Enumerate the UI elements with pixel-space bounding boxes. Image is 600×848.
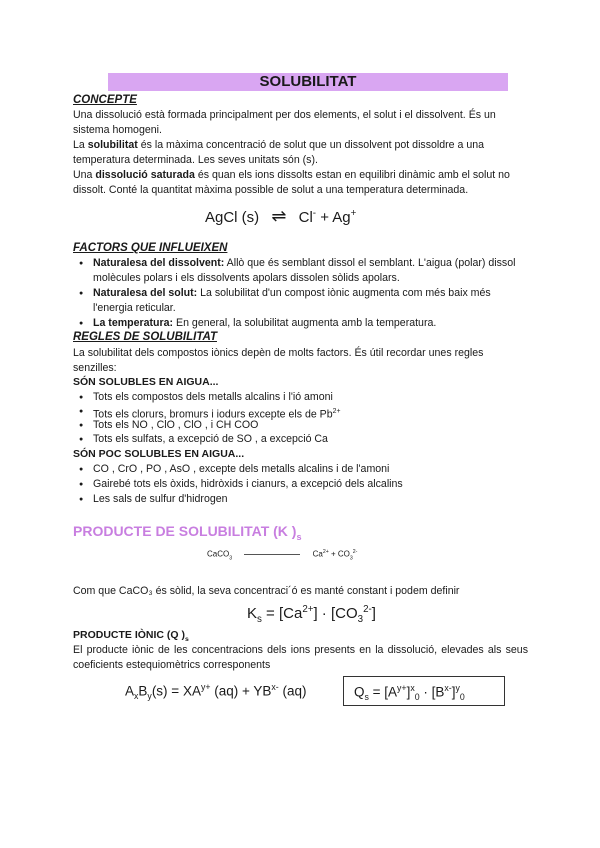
qs-formula-box	[343, 676, 505, 706]
eq-cl: Cl	[298, 209, 313, 226]
sub: s	[364, 692, 369, 703]
factor-item	[93, 256, 523, 286]
equilibrium-arrow-icon: ⇌	[271, 206, 287, 226]
text: ]	[406, 684, 411, 700]
charge: 2+	[332, 408, 341, 415]
text: ]	[371, 605, 376, 622]
factor-text: En general, la solubilitat augmenta amb la temperatura.	[173, 317, 437, 329]
sup: 2+	[322, 549, 329, 555]
text: · [B	[419, 684, 445, 700]
text: ]	[451, 684, 456, 700]
sub: 3	[229, 555, 233, 562]
ionic-text: El producte iònic de les concentracions dels ions presents en la dissolució, elevades als seus coeficients estequiomètrics corresponents	[73, 644, 528, 671]
text: = [Ca	[261, 605, 303, 622]
regles-heading: REGLES DE SOLUBILITAT	[73, 331, 217, 343]
sup: x-	[444, 683, 452, 693]
reaction-arrow-icon	[244, 554, 300, 555]
sup: x-	[271, 682, 279, 692]
eq-ag-charge: +	[350, 208, 357, 219]
text: A	[125, 683, 135, 699]
sub: 3	[357, 614, 364, 625]
ionic-heading	[73, 629, 189, 643]
soluble-item: ● Tots els compostos dels metalls alcalins i l'ió amoni	[93, 390, 523, 405]
concepte-paragraph-2	[73, 138, 528, 168]
solubles-heading: SÓN SOLUBLES EN AIGUA...	[73, 376, 219, 388]
sub: 0	[414, 692, 420, 703]
text: Q	[354, 684, 365, 700]
sup: y+	[200, 682, 211, 692]
poc-soluble-item: ● Gairebé tots els òxids, hidròxids i cianurs, a excepció dels alcalins	[93, 477, 523, 492]
text: és la màxima concentració de solut que un dissolvent pot dissoldre a una temperatura determinada. Les seves unitats són (s).	[73, 139, 485, 166]
reaction-right: Ca	[312, 549, 323, 559]
factor-item	[93, 286, 523, 316]
sup: x	[410, 683, 415, 693]
text: B	[138, 683, 148, 699]
caco3-reaction	[207, 549, 357, 561]
sub: y	[147, 691, 152, 702]
text: PRODUCTE DE SOLUBILITAT (K )	[73, 523, 297, 539]
sup: 2-	[352, 549, 358, 555]
bold-term: solubilitat	[87, 139, 138, 151]
sup: 2-	[363, 604, 372, 615]
factor-item	[93, 316, 523, 331]
poc-soluble-item: ● Les sals de sulfur d'hidrogen	[93, 492, 523, 507]
sub: s	[296, 531, 302, 542]
sup: y+	[397, 683, 407, 693]
factor-text: Allò que és semblant dissol el semblant. L'aigua (polar) dissol molècules polars i els dissolvents apolars dissolen sòlids apolars.	[93, 257, 516, 284]
factor-text: La solubilitat d'un compost iònic augmenta com més baix més l'energia reticular.	[93, 287, 491, 314]
qs-formula	[354, 683, 465, 702]
eq-left: AgCl (s)	[205, 209, 260, 226]
text: ] · [CO	[313, 605, 358, 622]
agcl-equation	[205, 206, 356, 227]
producte-text: Com que CaCO₃ és sòlid, la seva concentraci´ó es manté constant i podem definir	[73, 585, 460, 597]
text: Tots els clorurs, bromurs i iodurs excepte els de Pb	[93, 408, 333, 421]
poc-soluble-item: ● CO , CrO , PO , AsO , excepte dels metalls alcalins i de l'amoni	[93, 462, 523, 477]
concepte-paragraph-1: Una dissolució està formada principalment per dos elements, el solut i el dissolvent. És un sistema homogeni.	[73, 109, 496, 136]
sub: s	[257, 614, 262, 625]
factor-label: Naturalesa del dissolvent:	[93, 257, 225, 269]
text: + CO	[328, 549, 350, 559]
eq-cl-charge: -	[312, 208, 317, 219]
ks-heading	[73, 523, 302, 542]
eq-ag: + Ag	[316, 209, 351, 226]
text: (s) = XA	[151, 683, 201, 699]
sup: y	[455, 683, 460, 693]
ks-equation	[247, 604, 376, 625]
bold-term: dissolució saturada	[95, 169, 195, 181]
factors-heading: FACTORS QUE INFLUEIXEN	[73, 242, 228, 254]
sub: x	[134, 691, 139, 702]
text: = [A	[368, 684, 398, 700]
sub: 0	[459, 692, 465, 703]
page-title: SOLUBILITAT	[108, 73, 508, 91]
text: (aq) + YB	[210, 683, 272, 699]
regles-intro: La solubilitat dels compostos iònics depèn de molts factors. És útil recordar unes regles senzilles:	[73, 347, 484, 374]
factor-label: La temperatura:	[93, 317, 174, 329]
sub: 3	[349, 555, 353, 562]
soluble-item: ● Tots els NO , ClO , ClO , i CH COO	[93, 418, 523, 433]
concepte-heading: CONCEPTE	[73, 94, 137, 106]
sup: 2+	[302, 604, 314, 615]
factor-label: Naturalesa del solut:	[93, 287, 198, 299]
reaction-left: CaCO	[207, 549, 230, 559]
poc-solubles-heading: SÓN POC SOLUBLES EN AIGUA...	[73, 448, 245, 460]
text: PRODUCTE IÒNIC (Q )	[73, 629, 185, 641]
soluble-item: ● Tots els sulfats, a excepció de SO , a excepció Ca	[93, 432, 523, 447]
text: K	[247, 605, 258, 622]
dissociation-equation	[125, 682, 306, 701]
text: (aq)	[278, 683, 307, 699]
text: La	[73, 139, 88, 151]
text: és quan els ions dissolts estan en equilibri dinàmic amb el solut no dissolt. Conté la quantitat màxima possible de solut a una temperatura determinada.	[73, 169, 510, 196]
sub: s	[185, 636, 189, 644]
text: Una	[73, 169, 96, 181]
concepte-paragraph-3	[73, 168, 528, 198]
